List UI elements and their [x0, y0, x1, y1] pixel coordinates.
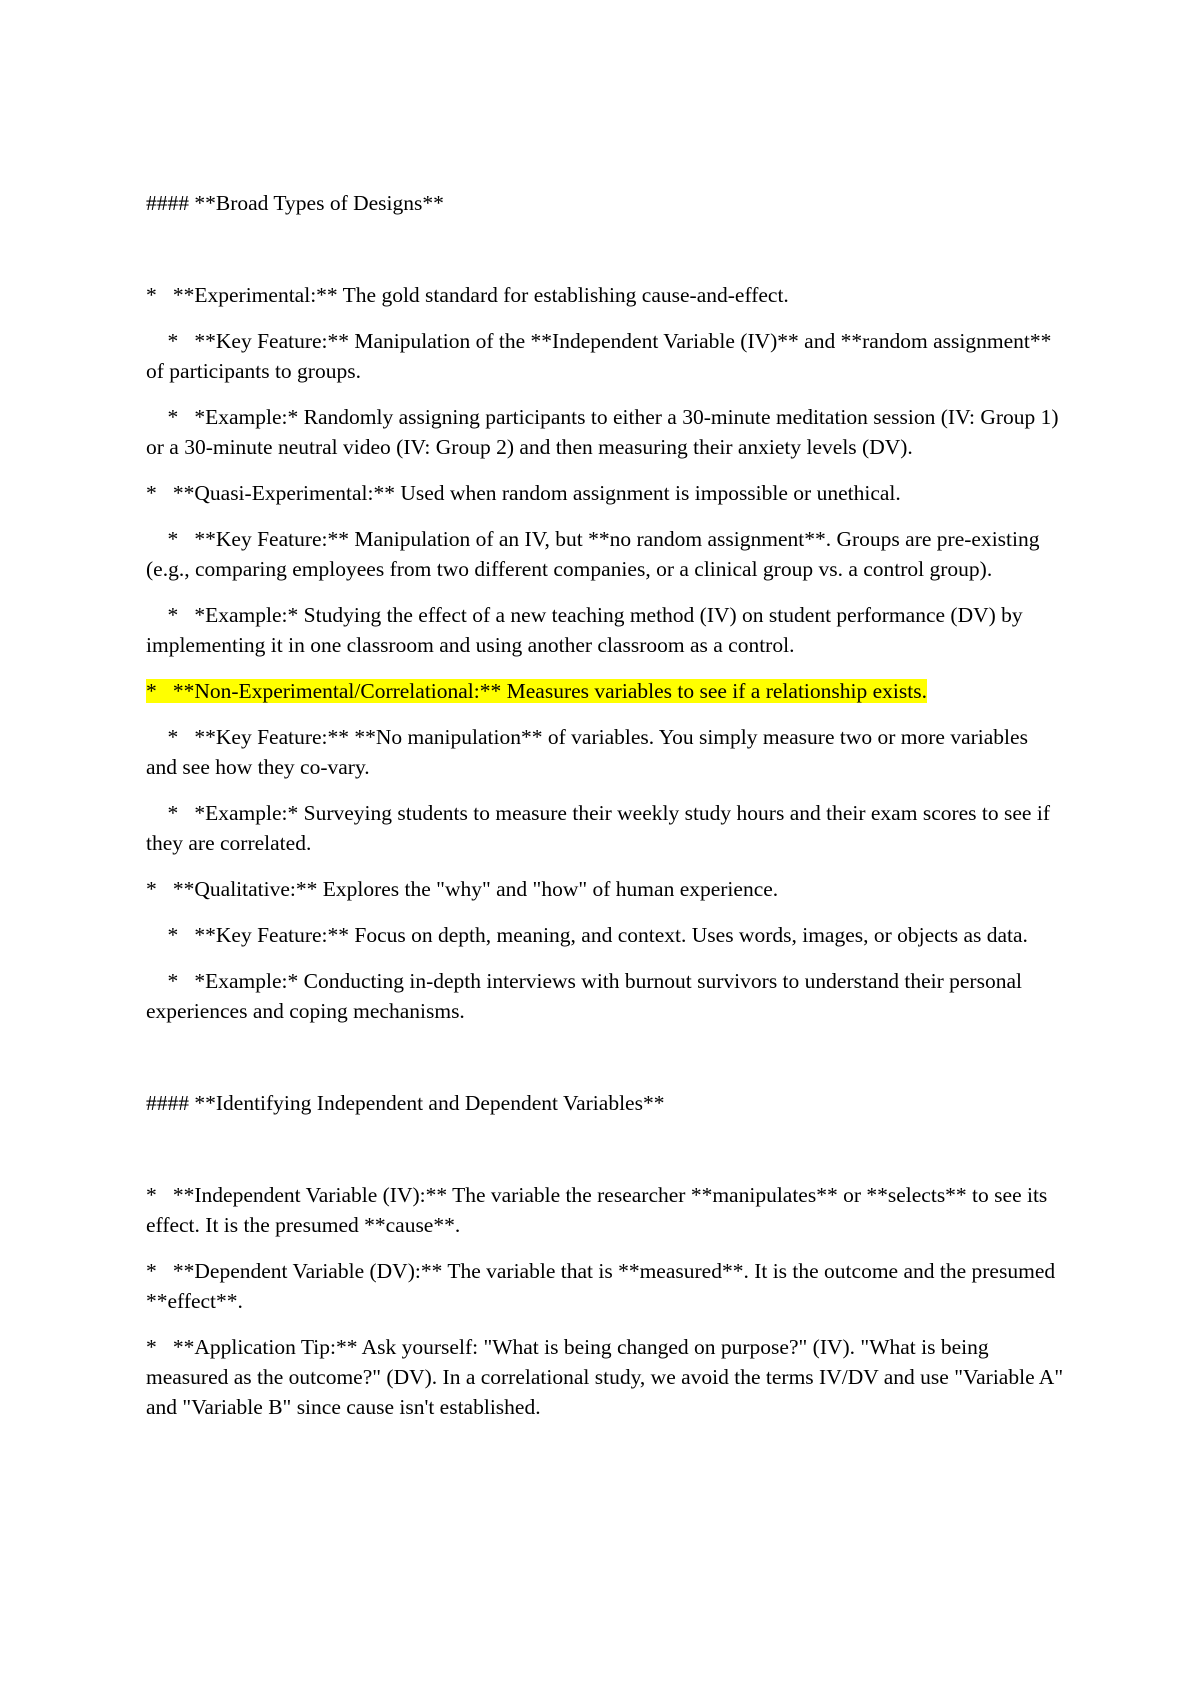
list-item-quasi-experimental: * **Quasi-Experimental:** Used when random assignment is impossible or unethical. — [146, 481, 901, 505]
list-item-independent-variable: * **Independent Variable (IV):** The variable the researcher **manipulates** or **selects** to see its effect. It is the presumed **cause**. — [146, 1183, 1053, 1237]
list-item-qualitative: * **Qualitative:** Explores the "why" and "how" of human experience. — [146, 877, 779, 901]
document-body — [146, 188, 1069, 1438]
list-item-application-tip: * **Application Tip:** Ask yourself: "What is being changed on purpose?" (IV). "What is being measured as the outcome?" (DV). In a correlational study, we avoid the terms IV/DV and use "Variable A" and "Variable B" since cause isn't established. — [146, 1335, 1069, 1419]
list-item-experimental: * **Experimental:** The gold standard for establishing cause-and-effect. — [146, 283, 789, 307]
section-heading-variables: #### **Identifying Independent and Dependent Variables** — [146, 1091, 665, 1115]
list-item-qualitative-example: * *Example:* Conducting in-depth interviews with burnout survivors to understand their personal experiences and coping mechanisms. — [146, 969, 1028, 1023]
list-item-quasi-key-feature: * **Key Feature:** Manipulation of an IV, but **no random assignment**. Groups are pre-existing (e.g., comparing employees from two different companies, or a clinical group vs. a control group). — [146, 527, 1045, 581]
list-item-quasi-example: * *Example:* Studying the effect of a new teaching method (IV) on student performance (DV) by implementing it in one classroom and using another classroom as a control. — [146, 603, 1029, 657]
list-item-experimental-example: * *Example:* Randomly assigning participants to either a 30-minute meditation session (IV: Group 1) or a 30-minute neutral video (IV: Group 2) and then measuring their anxiety levels (DV). — [146, 405, 1064, 459]
list-item-correlational-highlighted — [146, 676, 1064, 706]
list-item-qualitative-key-feature: * **Key Feature:** Focus on depth, meaning, and context. Uses words, images, or objects as data. — [146, 923, 1028, 947]
text-highlight: * **Non-Experimental/Correlational:** Measures variables to see if a relationship exists. — [146, 679, 927, 703]
list-item-correlational-key-feature: * **Key Feature:** **No manipulation** of variables. You simply measure two or more variables and see how they co-vary. — [146, 725, 1034, 779]
list-item-correlational-example: * *Example:* Surveying students to measure their weekly study hours and their exam scores to see if they are correlated. — [146, 801, 1056, 855]
list-item-dependent-variable: * **Dependent Variable (DV):** The variable that is **measured**. It is the outcome and the presumed **effect**. — [146, 1259, 1061, 1313]
list-item-experimental-key-feature: * **Key Feature:** Manipulation of the **Independent Variable (IV)** and **random assignment** of participants to groups. — [146, 329, 1057, 383]
section-heading-design-types: #### **Broad Types of Designs** — [146, 191, 444, 215]
